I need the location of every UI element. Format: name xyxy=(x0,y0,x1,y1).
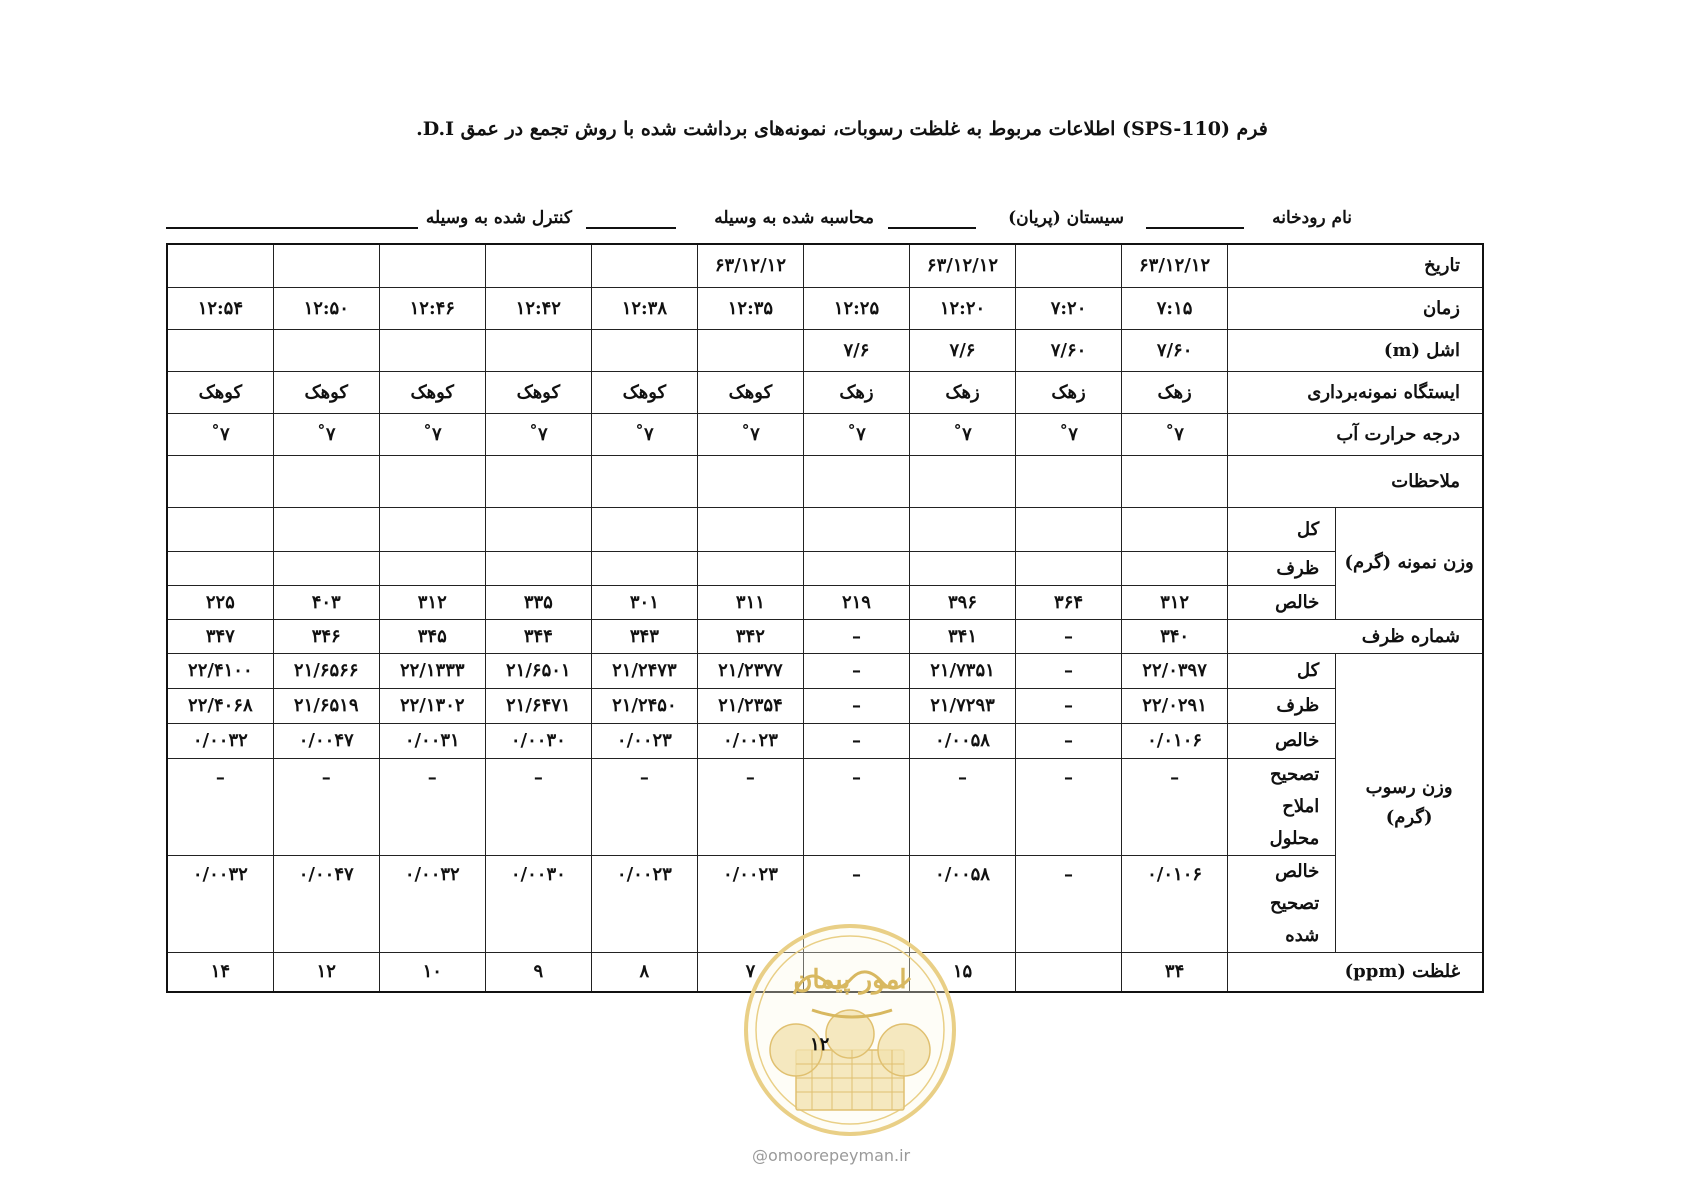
notes-label: ملاحظات xyxy=(1228,455,1483,507)
net-corrected-cell: ۰/۰۰۲۳ xyxy=(591,855,697,952)
station-cell: زهک xyxy=(909,371,1015,413)
net-corrected-cell: – xyxy=(1016,855,1122,952)
sediment-container-cell: ۲۲/۴۰۶۸ xyxy=(167,688,273,723)
sediment-total-cell: ۲۱/۲۳۷۷ xyxy=(697,653,803,688)
sample-weight-container-cell xyxy=(909,551,1015,585)
sample-weight-net-cell: ۳۰۱ xyxy=(591,585,697,619)
sample-weight-container-cell xyxy=(273,551,379,585)
time-cell: ۷:۲۰ xyxy=(1016,287,1122,329)
sediment-total-cell: ۲۱/۲۴۷۳ xyxy=(591,653,697,688)
notes-cell xyxy=(485,455,591,507)
concentration-cell: ۱۰ xyxy=(379,952,485,992)
temp-cell: ۷˚ xyxy=(167,413,273,455)
container-no-cell: ۳۴۶ xyxy=(273,619,379,653)
sediment-net-cell: ۰/۰۰۵۸ xyxy=(909,723,1015,758)
station-cell: کوهک xyxy=(697,371,803,413)
net-corrected-cell: ۰/۰۱۰۶ xyxy=(1122,855,1228,952)
sediment-weight-label: وزن رسوب xyxy=(1365,776,1453,798)
sediment-total-cell: ۲۱/۶۵۶۶ xyxy=(273,653,379,688)
sediment-total-cell: – xyxy=(803,653,909,688)
sample-weight-total-cell xyxy=(697,507,803,551)
sample-weight-total-label: کل xyxy=(1228,507,1336,551)
temp-cell: ۷˚ xyxy=(909,413,1015,455)
concentration-cell: ۳۴ xyxy=(1122,952,1228,992)
sediment-total-cell: ۲۲/۰۳۹۷ xyxy=(1122,653,1228,688)
sample-weight-net-cell: ۳۱۲ xyxy=(1122,585,1228,619)
date-cell xyxy=(485,244,591,287)
river-value: سیستان (پریان) xyxy=(1008,208,1124,228)
sample-weight-total-row xyxy=(167,507,1483,551)
sediment-container-cell: ۲۱/۶۴۷۱ xyxy=(485,688,591,723)
concentration-label: غلظت (ppm) xyxy=(1228,952,1483,992)
sediment-net-label: خالص xyxy=(1228,723,1336,758)
sample-weight-total-cell xyxy=(485,507,591,551)
sediment-net-cell: – xyxy=(803,723,909,758)
temp-cell: ۷˚ xyxy=(591,413,697,455)
time-cell: ۱۲:۲۰ xyxy=(909,287,1015,329)
form-title: فرم (SPS-110) اطلاعات مربوط به غلظت رسوبات، نمونه‌های برداشت شده با روش تجمع در عمق D.I. xyxy=(416,118,1268,140)
gauge-cell: ۷/۶ xyxy=(909,329,1015,371)
net-corrected-cell: ۰/۰۰۳۲ xyxy=(379,855,485,952)
salt-correction-cell: – xyxy=(379,758,485,855)
page-number: ۱۲ xyxy=(810,1034,830,1055)
station-cell: زهک xyxy=(1122,371,1228,413)
gauge-row xyxy=(167,329,1483,371)
sediment-net-cell: ۰/۰۰۲۳ xyxy=(591,723,697,758)
time-cell: ۱۲:۵۴ xyxy=(167,287,273,329)
notes-cell xyxy=(273,455,379,507)
date-cell xyxy=(1016,244,1122,287)
sediment-net-cell: ۰/۰۰۳۰ xyxy=(485,723,591,758)
station-cell: کوهک xyxy=(591,371,697,413)
notes-cell xyxy=(803,455,909,507)
time-cell: ۱۲:۳۵ xyxy=(697,287,803,329)
sediment-container-cell: ۲۱/۲۳۵۴ xyxy=(697,688,803,723)
temp-cell: ۷˚ xyxy=(273,413,379,455)
container-no-cell: ۳۴۳ xyxy=(591,619,697,653)
sediment-net-cell: ۰/۰۰۴۷ xyxy=(273,723,379,758)
sample-weight-net-cell: ۳۶۴ xyxy=(1016,585,1122,619)
sample-weight-container-cell xyxy=(379,551,485,585)
river-label: نام رودخانه xyxy=(1272,208,1352,228)
time-cell: ۱۲:۵۰ xyxy=(273,287,379,329)
temp-cell: ۷˚ xyxy=(1016,413,1122,455)
net-corrected-label-line1: خالص تصحیح xyxy=(1269,860,1320,914)
salt-correction-cell: – xyxy=(909,758,1015,855)
net-corrected-cell: ۰/۰۰۵۸ xyxy=(909,855,1015,952)
concentration-cell: ۱۴ xyxy=(167,952,273,992)
seal-watermark-icon xyxy=(742,922,958,1138)
sediment-net-cell: ۰/۰۰۲۳ xyxy=(697,723,803,758)
notes-row xyxy=(167,455,1483,507)
salt-correction-cell: – xyxy=(167,758,273,855)
net-corrected-cell: ۰/۰۰۳۰ xyxy=(485,855,591,952)
gauge-cell xyxy=(485,329,591,371)
station-cell: کوهک xyxy=(379,371,485,413)
temp-row xyxy=(167,413,1483,455)
sample-weight-container-row xyxy=(167,551,1483,585)
net-corrected-cell: – xyxy=(803,855,909,952)
time-label: زمان xyxy=(1228,287,1483,329)
date-cell xyxy=(803,244,909,287)
sediment-total-cell: ۲۱/۷۳۵۱ xyxy=(909,653,1015,688)
gauge-cell xyxy=(697,329,803,371)
gauge-cell: ۷/۶ xyxy=(803,329,909,371)
date-row xyxy=(167,244,1483,287)
date-label: تاریخ xyxy=(1228,244,1483,287)
watermark-text: @omoorepeyman.ir xyxy=(752,1146,911,1165)
salt-correction-cell: – xyxy=(697,758,803,855)
sample-weight-net-cell: ۳۳۵ xyxy=(485,585,591,619)
notes-cell xyxy=(697,455,803,507)
date-cell xyxy=(167,244,273,287)
sediment-total-label: کل xyxy=(1228,653,1336,688)
salt-correction-cell: – xyxy=(273,758,379,855)
sediment-weight-unit: (گرم) xyxy=(1385,806,1433,828)
sediment-total-cell: ۲۱/۶۵۰۱ xyxy=(485,653,591,688)
sample-weight-container-cell xyxy=(1016,551,1122,585)
gauge-cell xyxy=(591,329,697,371)
station-label: ایستگاه نمونه‌برداری xyxy=(1228,371,1483,413)
checked-by-label: کنترل شده به وسیله xyxy=(425,208,572,228)
sediment-container-cell: ۲۱/۷۲۹۳ xyxy=(909,688,1015,723)
notes-cell xyxy=(1122,455,1228,507)
date-cell: ۶۳/۱۲/۱۲ xyxy=(909,244,1015,287)
form-meta xyxy=(166,208,1484,236)
temp-cell: ۷˚ xyxy=(697,413,803,455)
salt-correction-label-line1: تصحیح املاح xyxy=(1269,763,1320,817)
sediment-container-label: ظرف xyxy=(1228,688,1336,723)
container-no-cell: ۳۴۴ xyxy=(485,619,591,653)
station-cell: زهک xyxy=(1016,371,1122,413)
sample-weight-total-cell xyxy=(167,507,273,551)
sediment-net-cell: – xyxy=(1016,723,1122,758)
sediment-net-cell: ۰/۰۰۳۱ xyxy=(379,723,485,758)
time-cell: ۱۲:۴۶ xyxy=(379,287,485,329)
sample-weight-container-cell xyxy=(485,551,591,585)
sample-weight-container-cell xyxy=(167,551,273,585)
date-cell xyxy=(379,244,485,287)
container-no-label: شماره ظرف xyxy=(1228,619,1483,653)
sediment-net-cell: ۰/۰۰۳۲ xyxy=(167,723,273,758)
sediment-net-row xyxy=(167,723,1483,758)
sample-weight-container-cell xyxy=(591,551,697,585)
gauge-cell xyxy=(379,329,485,371)
net-corrected-cell: ۰/۰۰۴۷ xyxy=(273,855,379,952)
sample-weight-container-cell xyxy=(1122,551,1228,585)
sediment-container-cell: ۲۲/۱۳۰۲ xyxy=(379,688,485,723)
sediment-container-cell: ۲۲/۰۲۹۱ xyxy=(1122,688,1228,723)
temp-cell: ۷˚ xyxy=(1122,413,1228,455)
station-cell: کوهک xyxy=(273,371,379,413)
net-corrected-cell: ۰/۰۰۳۲ xyxy=(167,855,273,952)
sample-weight-total-cell xyxy=(1122,507,1228,551)
container-no-cell: ۳۴۷ xyxy=(167,619,273,653)
sample-weight-total-cell xyxy=(379,507,485,551)
checked-by-line xyxy=(166,227,418,229)
river-line xyxy=(1146,227,1244,229)
salt-correction-cell: – xyxy=(803,758,909,855)
sediment-container-cell: ۲۱/۲۴۵۰ xyxy=(591,688,697,723)
sample-weight-net-cell: ۳۱۱ xyxy=(697,585,803,619)
sediment-form-table xyxy=(166,243,1484,993)
sample-weight-total-cell xyxy=(273,507,379,551)
gauge-label: اشل (m) xyxy=(1228,329,1483,371)
temp-cell: ۷˚ xyxy=(379,413,485,455)
sediment-container-cell: – xyxy=(803,688,909,723)
station-cell: کوهک xyxy=(485,371,591,413)
salt-correction-label xyxy=(1228,758,1336,855)
concentration-cell: ۷ xyxy=(697,952,803,992)
sediment-total-row xyxy=(167,653,1483,688)
sediment-container-cell: ۲۱/۶۵۱۹ xyxy=(273,688,379,723)
salt-correction-label-line2: محلول xyxy=(1269,827,1320,849)
sample-weight-net-row xyxy=(167,585,1483,619)
container-no-cell: ۳۴۲ xyxy=(697,619,803,653)
river-value-line xyxy=(888,227,976,229)
container-no-cell: ۳۴۰ xyxy=(1122,619,1228,653)
computed-by-label: محاسبه شده به وسیله xyxy=(714,208,874,228)
notes-cell xyxy=(167,455,273,507)
salt-correction-cell: – xyxy=(1122,758,1228,855)
gauge-cell xyxy=(273,329,379,371)
net-corrected-label-line2: شده xyxy=(1285,924,1320,946)
temp-cell: ۷˚ xyxy=(485,413,591,455)
date-cell xyxy=(591,244,697,287)
temp-label: درجه حرارت آب xyxy=(1228,413,1483,455)
temp-cell: ۷˚ xyxy=(803,413,909,455)
time-cell: ۱۲:۳۸ xyxy=(591,287,697,329)
sample-weight-total-cell xyxy=(591,507,697,551)
salt-correction-cell: – xyxy=(1016,758,1122,855)
sample-weight-net-cell: ۳۱۲ xyxy=(379,585,485,619)
date-cell: ۶۳/۱۲/۱۲ xyxy=(1122,244,1228,287)
sample-weight-net-cell: ۳۹۶ xyxy=(909,585,1015,619)
sample-weight-total-cell xyxy=(803,507,909,551)
date-cell xyxy=(273,244,379,287)
sample-weight-net-label: خالص xyxy=(1228,585,1336,619)
sample-weight-container-cell xyxy=(803,551,909,585)
sediment-container-row xyxy=(167,688,1483,723)
sample-weight-total-cell xyxy=(1016,507,1122,551)
time-cell: ۱۲:۲۵ xyxy=(803,287,909,329)
notes-cell xyxy=(591,455,697,507)
sample-weight-net-cell: ۲۲۵ xyxy=(167,585,273,619)
concentration-cell: ۹ xyxy=(485,952,591,992)
notes-cell xyxy=(1016,455,1122,507)
concentration-cell xyxy=(1016,952,1122,992)
container-no-cell: ۳۴۱ xyxy=(909,619,1015,653)
date-cell: ۶۳/۱۲/۱۲ xyxy=(697,244,803,287)
concentration-cell: ۱۲ xyxy=(273,952,379,992)
net-corrected-label xyxy=(1228,855,1336,952)
sample-weight-container-label: ظرف xyxy=(1228,551,1336,585)
sample-weight-net-cell: ۴۰۳ xyxy=(273,585,379,619)
seal-text: امور پیمان xyxy=(793,965,907,995)
concentration-cell: ۸ xyxy=(591,952,697,992)
container-no-cell: – xyxy=(803,619,909,653)
salt-correction-cell: – xyxy=(591,758,697,855)
sample-weight-group-label: وزن نمونه (گرم) xyxy=(1336,507,1483,619)
station-cell: کوهک xyxy=(167,371,273,413)
gauge-cell: ۷/۶۰ xyxy=(1016,329,1122,371)
net-corrected-cell: ۰/۰۰۲۳ xyxy=(697,855,803,952)
container-no-cell: – xyxy=(1016,619,1122,653)
salt-correction-row xyxy=(167,758,1483,855)
sample-weight-container-cell xyxy=(697,551,803,585)
station-row xyxy=(167,371,1483,413)
salt-correction-cell: – xyxy=(485,758,591,855)
container-no-row xyxy=(167,619,1483,653)
time-cell: ۱۲:۴۲ xyxy=(485,287,591,329)
notes-cell xyxy=(379,455,485,507)
station-cell: زهک xyxy=(803,371,909,413)
sediment-weight-group-label xyxy=(1336,653,1483,952)
notes-cell xyxy=(909,455,1015,507)
sediment-container-cell: – xyxy=(1016,688,1122,723)
sample-weight-total-cell xyxy=(909,507,1015,551)
sediment-total-cell: – xyxy=(1016,653,1122,688)
sediment-net-cell: ۰/۰۱۰۶ xyxy=(1122,723,1228,758)
time-row xyxy=(167,287,1483,329)
time-cell: ۷:۱۵ xyxy=(1122,287,1228,329)
sediment-total-cell: ۲۲/۱۳۳۳ xyxy=(379,653,485,688)
gauge-cell: ۷/۶۰ xyxy=(1122,329,1228,371)
computed-by-line xyxy=(586,227,676,229)
gauge-cell xyxy=(167,329,273,371)
sediment-total-cell: ۲۲/۴۱۰۰ xyxy=(167,653,273,688)
concentration-cell: ۱۵ xyxy=(909,952,1015,992)
sample-weight-net-cell: ۲۱۹ xyxy=(803,585,909,619)
container-no-cell: ۳۴۵ xyxy=(379,619,485,653)
